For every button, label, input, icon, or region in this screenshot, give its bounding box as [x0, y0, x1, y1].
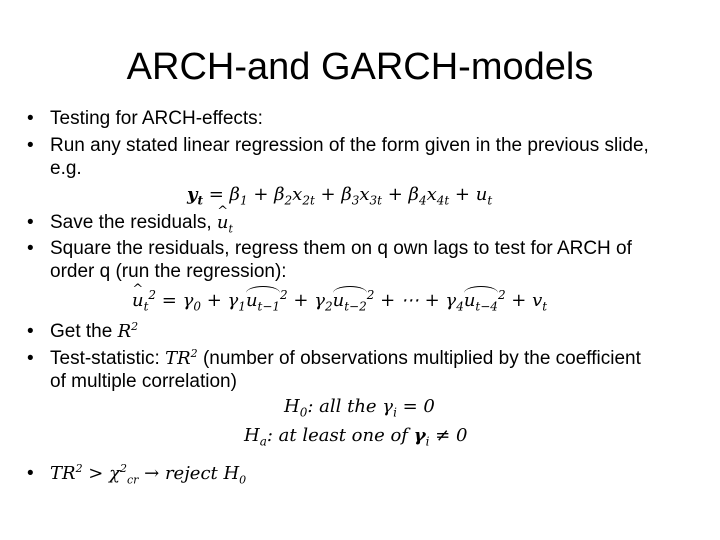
bullet-text: of multiple correlation)	[50, 371, 237, 392]
test-statistic-symbol: $TR^2$	[165, 347, 198, 369]
bullet-glyph: •	[27, 135, 34, 156]
alternative-hypothesis: $H_a$: at least one of $\gamma_i \ne 0$	[244, 425, 468, 449]
slide-title: ARCH-and GARCH-models	[126, 46, 594, 88]
bullet-text: Test-statistic:	[50, 348, 160, 369]
bullet-text: Run any stated linear regression of the form given in the previous slide,	[50, 135, 649, 156]
bullet-glyph: •	[27, 212, 34, 233]
bullet-text: Save the residuals,	[50, 212, 212, 233]
bullet-text: (number of observations multiplied by the coefficient	[202, 348, 641, 369]
bullet-glyph: •	[27, 463, 34, 484]
bullet-text: Square the residuals, regress them on q own lags to test for ARCH of	[50, 238, 632, 259]
bullet-glyph: •	[27, 321, 34, 342]
bullet-text: Testing for ARCH-effects:	[50, 108, 263, 129]
bullet-glyph: •	[27, 108, 34, 129]
bullet-glyph: •	[27, 348, 34, 369]
regression-equation: $y_t = \beta_1 + \beta_2x_{2t} + \beta_3x_{3t} + \beta_4x_{4t} + u_t$	[187, 184, 493, 208]
arch-regression-equation: ^ $u_t^2 = \gamma_0 + \gamma_1u_{t-1}^2 + \gamma_2u_{t-2}^2$ + ⋯ + $\gamma_4u_{t-4}^2 + v_t$	[132, 289, 547, 313]
bullet-glyph: •	[27, 238, 34, 259]
bullet-text: e.g.	[50, 158, 82, 179]
null-hypothesis: $H_0$: all the $\gamma_i = 0$	[284, 396, 435, 420]
bullet-text: Get the	[50, 321, 113, 342]
residual-symbol: ^ $u_t$	[217, 212, 233, 233]
decision-rule: $TR^2 > \chi^2_{cr}$ → reject $H_0$	[50, 462, 247, 487]
r-squared-symbol: $R^2$	[117, 320, 139, 342]
bullet-text: order q (run the regression):	[50, 261, 287, 282]
